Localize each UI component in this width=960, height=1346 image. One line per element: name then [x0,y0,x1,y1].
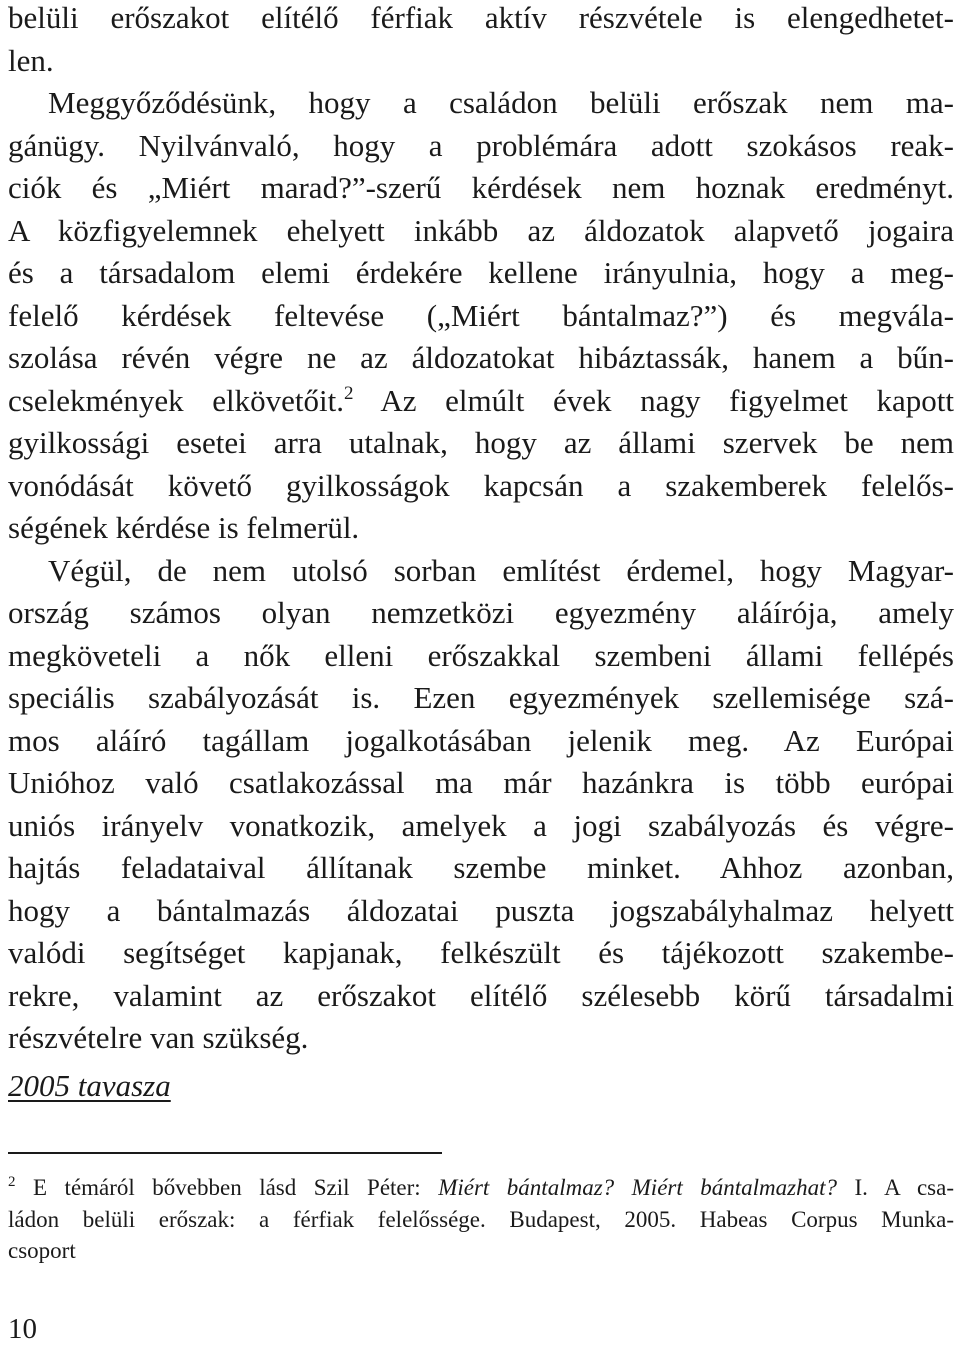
text-line: rekre, valamint az erőszakot elítélő szélesebb körű társadalmi [8,977,954,1013]
paragraph-start-line: Végül, de nem utolsó sorban említést érdemel, hogy Magyar- [48,552,954,588]
page-number: 10 [8,1313,37,1345]
footnote-reference[interactable]: 2 [343,382,354,404]
text-line: felelő kérdések feltevése („Miért bántalmaz?”) és megvála- [8,297,954,333]
body-text [8,0,954,1060]
text-line: speciális szabályozását is. Ezen egyezmények szellemisége szá- [8,680,954,715]
footnote-line: ládon belüli erőszak: a férfiak felelőssége. Budapest, 2005. Habeas Corpus Munka- [8,1206,954,1232]
text-line: gyilkossági esetei arra utalnak, hogy az állami szervek be nem [8,425,954,460]
text-line: vonódását követő gyilkosságok kapcsán a szakemberek felelős- [8,467,954,503]
text-line: len. [8,42,54,78]
text-line: részvételre van szükség. [8,1020,309,1055]
text-line: szolása révén végre ne az áldozatokat hibáztassák, hanem a bűn- [8,340,954,375]
text-segment: Az elmúlt évek nagy figyelmet kapott [353,382,954,418]
text-line: belüli erőszakot elítélő férfiak aktív részvétele is elengedhetet- [8,0,954,35]
footnote-line: csoport [8,1238,76,1263]
footnote-book-title: Miért bántalmaz? Miért bántalmazhat? [438,1175,837,1200]
text-line: ciók és „Miért marad?”-szerű kérdések nem hoznak eredményt. [8,170,954,205]
footnote-divider [8,1152,442,1154]
text-line-with-footnote-ref [8,380,954,423]
text-line: ségének kérdése is felmerül. [8,510,360,545]
footnote-text: I. A csa- [836,1175,954,1200]
text-line: A közfigyelemnek ehelyett inkább az áldozatok alapvető jogaira [8,212,954,248]
text-line: megköveteli a nők elleni erőszakkal szembeni állami fellépés [8,637,954,673]
text-line: hogy a bántalmazás áldozatai puszta jogszabályhalmaz helyett [8,892,954,928]
footnote-line [8,1172,954,1204]
footnote-text: E témáról bővebben lásd Szil Péter: [15,1175,439,1200]
text-line: uniós irányelv vonatkozik, amelyek a jogi szabályozás és végre- [8,807,954,843]
text-line: mos aláíró tagállam jogalkotásában jelenik meg. Az Európai [8,722,954,758]
paragraph-start-line: Meggyőződésünk, hogy a családon belüli erőszak nem ma- [48,85,954,120]
text-line: Unióhoz való csatlakozással ma már hazánkra is több európai [8,765,954,800]
text-line: és a társadalom elemi érdekére kellene irányulnia, hogy a meg- [8,255,954,290]
date-signature: 2005 tavasza [8,1068,171,1103]
footnote-section [8,1172,954,1267]
text-line: hajtás feladataival állítanak szembe minket. Ahhoz azonban, [8,850,954,885]
text-line: gánügy. Nyilvánvaló, hogy a problémára adott szokásos reak- [8,127,954,163]
text-segment: cselekmények elkövetőit. [8,382,344,418]
text-line: ország számos olyan nemzetközi egyezmény aláírója, amely [8,595,954,630]
footnote-number: 2 [8,1174,16,1190]
text-line: valódi segítséget kapjanak, felkészült és tájékozott szakembe- [8,935,954,970]
